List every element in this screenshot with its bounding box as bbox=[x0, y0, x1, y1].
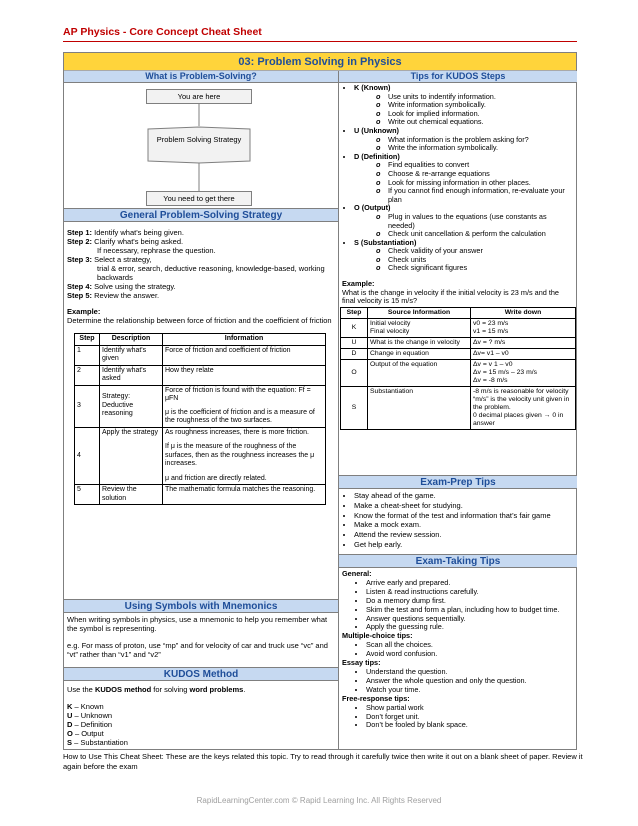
step-line: Step 2: Clarify what's being asked. bbox=[67, 237, 184, 246]
velocity-example-label: Example: bbox=[342, 279, 375, 289]
step-line: Step 5: Review the answer. bbox=[67, 291, 160, 300]
tip-output: • O (Output) o Plug in values to the equations (use constants as needed) o Check unit cancellation & perform the calculation bbox=[354, 204, 574, 238]
flow-end-box: You need to get there bbox=[146, 191, 252, 206]
exam-prep-header: Exam-Prep Tips bbox=[339, 475, 577, 489]
tip-known: • K (Known) o Use units to indentify information. o Write information symbolically. o Look for implied information. o Write out chemical equations. bbox=[354, 84, 574, 127]
table-row: D Change in equation Δv= v1 – v0 bbox=[341, 348, 576, 359]
kudos-tips-header: Tips for KUDOS Steps bbox=[339, 71, 577, 83]
title-divider bbox=[63, 41, 577, 42]
table-row: U What is the change in velocity Δv = ? m/s bbox=[341, 337, 576, 348]
table-row: 2 Identify what's asked How they relate bbox=[75, 365, 326, 385]
table-row: 3 Strategy: Deductive reasoning Force of friction is found with the equation: Ff = μFN μ is the coefficient of friction and is a measure of the roughness of the two surfaces. bbox=[75, 385, 326, 427]
table-row: O Output of the equation Δv = v 1 – v0 Δv = 15 m/s – 23 m/s Δv = -8 m/s bbox=[341, 359, 576, 386]
friction-table bbox=[74, 333, 326, 505]
kudos-item: O – Output bbox=[67, 729, 104, 738]
kudos-tips-list bbox=[339, 83, 577, 306]
table-header-row: Step Source Information Write down bbox=[341, 307, 576, 318]
how-to-use-note: How to Use This Cheat Sheet: These are the keys related this topic. Try to read through it carefully twice then write it out on a blank sheet of paper. Review it again before the exam bbox=[63, 752, 583, 771]
strategy-steps bbox=[64, 222, 338, 325]
example-label: Example: bbox=[67, 307, 101, 316]
tip-definition: • D (Definition) o Find equalities to convert o Choose & re-arrange equations o Look for missing information in other places. o If you cannot find enough information, re-evaluate your plan bbox=[354, 153, 574, 205]
table-row: 1 Identify what's given Force of friction and coefficient of friction bbox=[75, 345, 326, 365]
flow-strategy-shape bbox=[148, 127, 250, 163]
symbols-text: When writing symbols in physics, use a mnemonic to help you remember what the symbol is representing. e.g. For mass of proton, use “mp” and for velocity of car and truck use “vc” and “vt” rather than “v1” and “v2” bbox=[67, 615, 328, 659]
step-line: Step 4: Solve using the strategy. bbox=[67, 282, 176, 291]
kudos-item: U – Unknown bbox=[67, 711, 113, 720]
kudos-item: S – Substantiation bbox=[67, 738, 128, 747]
kudos-method-header: KUDOS Method bbox=[64, 667, 338, 681]
document-title: AP Physics - Core Concept Cheat Sheet bbox=[63, 26, 262, 38]
tip-unknown: • U (Unknown) o What information is the problem asking for? o Write the information symbolically. bbox=[354, 127, 574, 153]
kudos-method-text: Use the KUDOS method for solving word problems. K – Known U – Unknown D – Definition O – Output S – Substantiation bbox=[67, 685, 335, 747]
flow-diagram bbox=[64, 83, 338, 208]
right-column bbox=[339, 71, 577, 749]
list-item: • Get help early. bbox=[354, 540, 576, 550]
step-line: Step 3: Select a strategy, bbox=[67, 255, 152, 264]
list-item: • Make a mock exam. bbox=[354, 520, 576, 530]
velocity-table bbox=[340, 307, 576, 430]
table-row: 5 Review the solution The mathematic formula matches the reasoning. bbox=[75, 485, 326, 505]
velocity-example-text: What is the change in velocity if the initial velocity is 23 m/s and the final velocity is 15 m/s? bbox=[342, 287, 559, 306]
list-item: • Know the format of the test and information that’s fair game bbox=[354, 511, 576, 521]
table-row: 4 Apply the strategy As roughness increases, there is more friction. If μ is the measure of the roughness of the surfaces, then as the roughness increases the μ increases. μ and friction are directly related. bbox=[75, 427, 326, 485]
list-item: • Make a cheat-sheet for studying. bbox=[354, 501, 576, 511]
kudos-item: K – Known bbox=[67, 702, 104, 711]
cheat-sheet-frame bbox=[63, 52, 577, 750]
exam-taking-header: Exam-Taking Tips bbox=[339, 554, 577, 568]
example-text: Determine the relationship between force of friction and the coefficient of friction bbox=[67, 316, 332, 325]
kudos-item: D – Definition bbox=[67, 720, 113, 729]
list-item: • Attend the review session. bbox=[354, 530, 576, 540]
copyright-footer: RapidLearningCenter.com © Rapid Learning Inc. All Rights Reserved bbox=[196, 796, 442, 805]
step-line: If necessary, rephrase the question. bbox=[97, 246, 216, 255]
exam-taking-list: General: • Arrive early and prepared. • Listen & read instructions carefully. • Do a memory dump first. • Skim the test and form a plan, including how to budget time. • Answer questions sequentially. • Apply the guessing rule. Multiple-choice tips: • Scan all the choices. • Avoid word confusion. Essay tips: • Understand the question. • Answer the whole question and only the question. • Watch your time. Free-response tips: • Show partial work • Don’t forget unit. • Don’t be fooled by blank space. bbox=[342, 570, 576, 730]
table-row: K Initial velocity Final velocity v0 = 23 m/s v1 = 15 m/s bbox=[341, 318, 576, 337]
tip-substantiation: • S (Substantiation) o Check validity of your answer o Check units o Check significant figures bbox=[354, 239, 574, 273]
table-row: S Substantiation -8 m/s is reasonable for velocity “m/s” is the velocity unit given in the problem. 0 decimal places given → 0 in answer bbox=[341, 386, 576, 429]
step-line: trial & error, search, deductive reasoning, knowledge-based, working backwards bbox=[97, 264, 325, 282]
step-line: Step 1: Identify what's being given. bbox=[67, 228, 184, 237]
exam-prep-list bbox=[342, 491, 576, 550]
flow-start-box: You are here bbox=[146, 89, 252, 104]
general-strategy-header: General Problem-Solving Strategy bbox=[64, 208, 338, 222]
left-column bbox=[64, 71, 339, 749]
what-is-problem-solving-header: What is Problem-Solving? bbox=[64, 71, 338, 83]
flow-arrows bbox=[64, 83, 338, 208]
list-item: • Stay ahead of the game. bbox=[354, 491, 576, 501]
flow-strategy-label: Problem Solving Strategy bbox=[156, 135, 242, 144]
topic-banner: 03: Problem Solving in Physics bbox=[64, 53, 576, 71]
table-header-row: Step Description Information bbox=[75, 334, 326, 346]
symbols-header: Using Symbols with Mnemonics bbox=[64, 599, 338, 613]
